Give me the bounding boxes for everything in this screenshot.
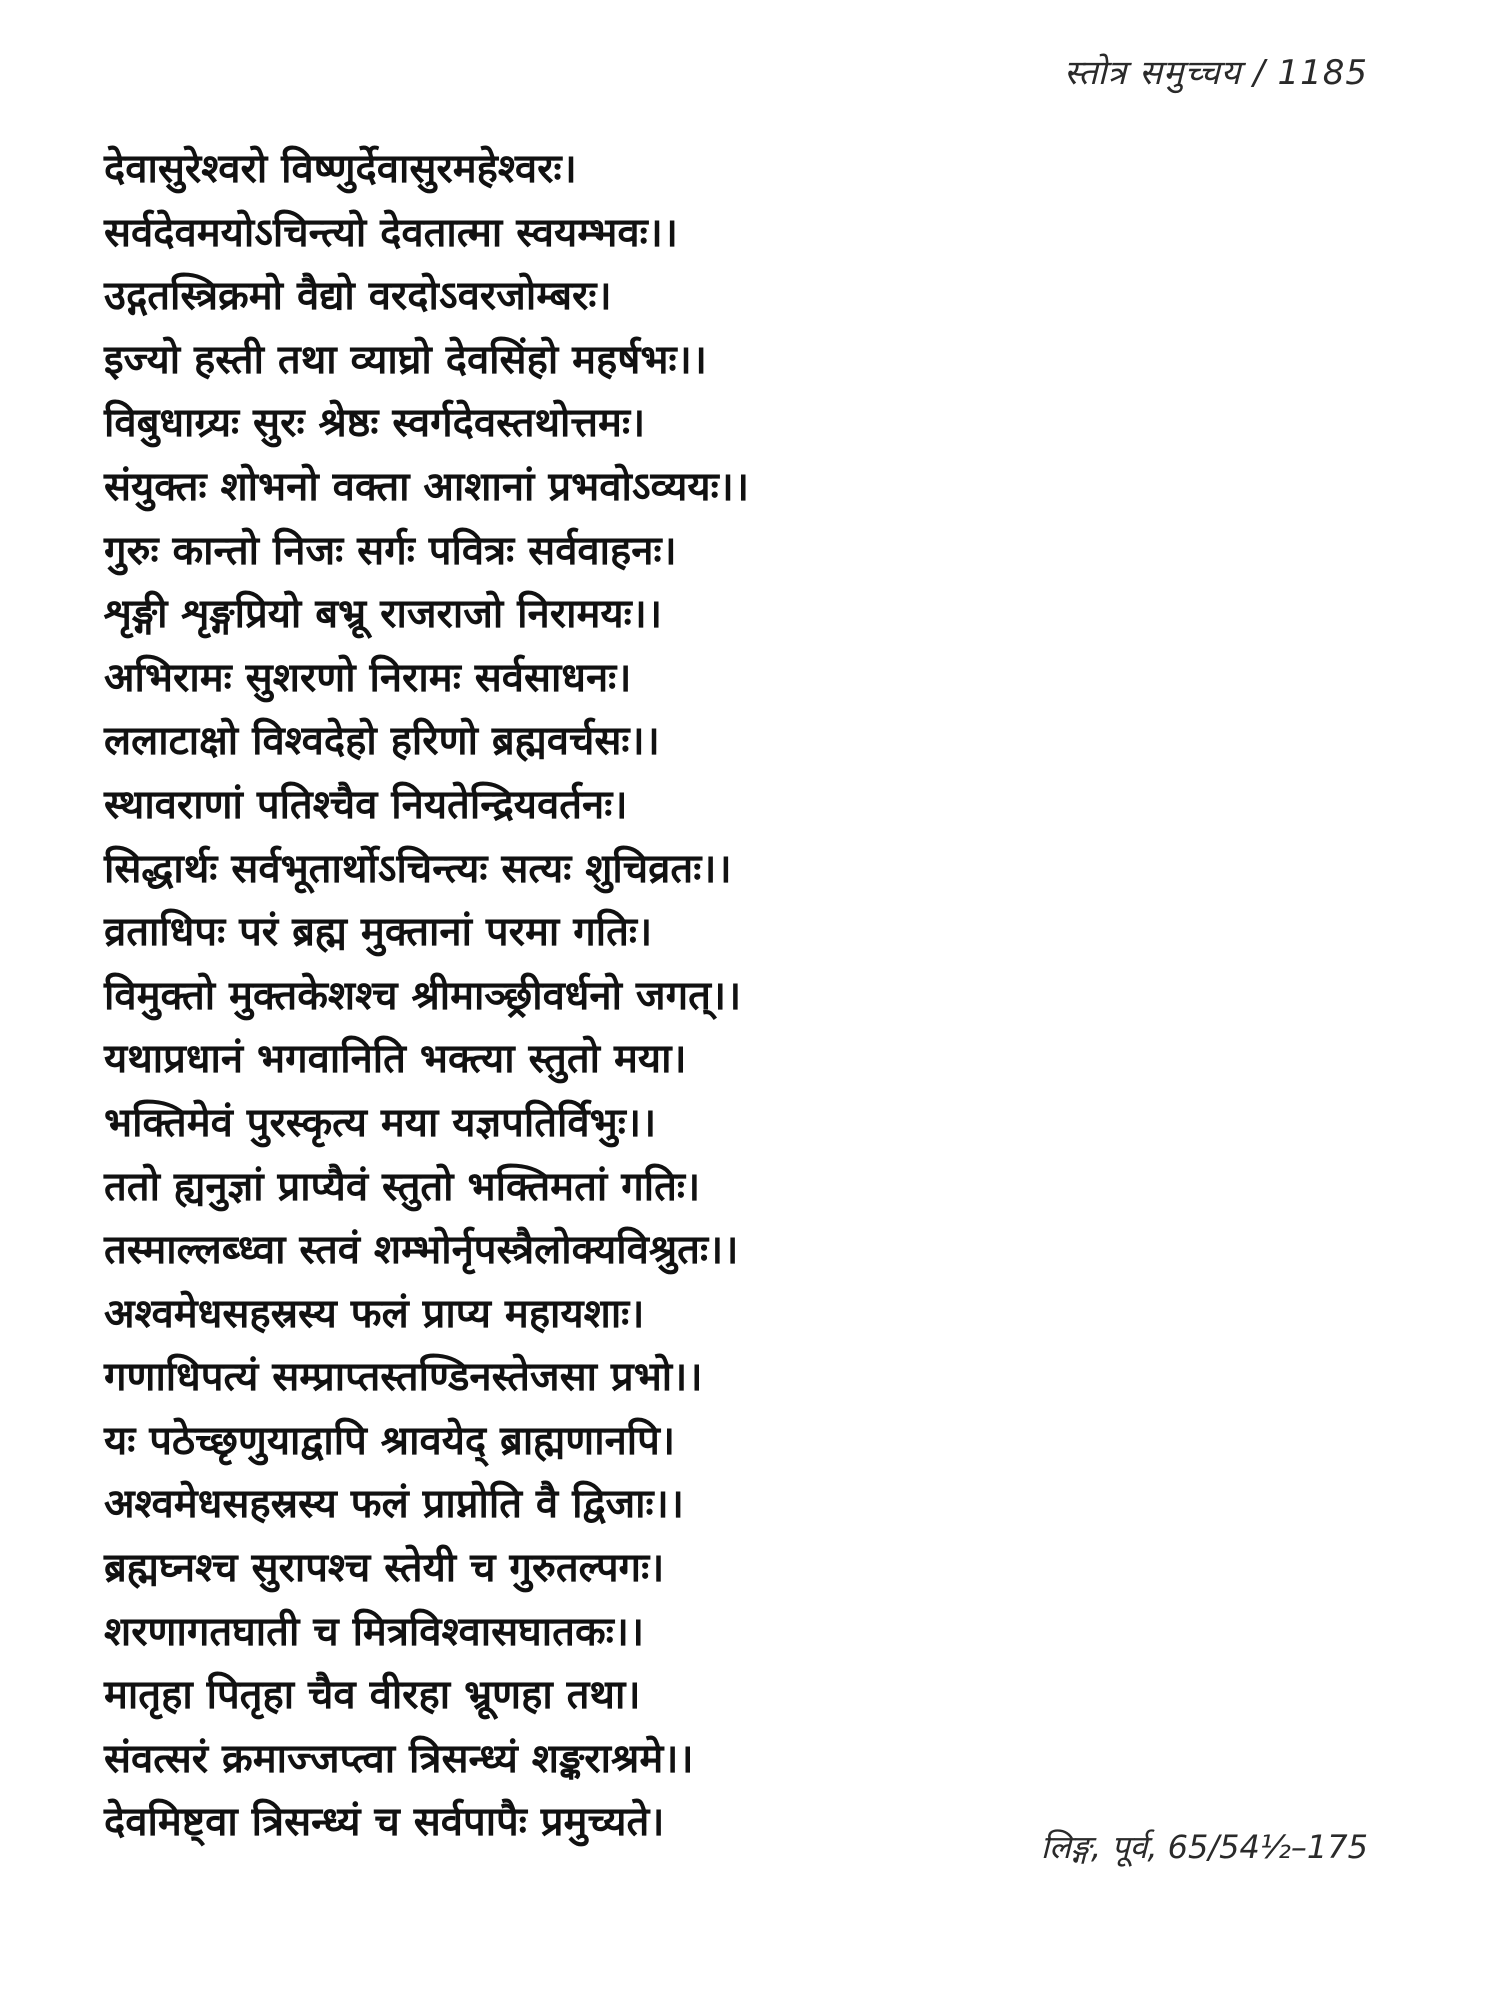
verse-line: सिद्धार्थः सर्वभूतार्थोऽचिन्त्यः सत्यः शुचिव्रतः।। xyxy=(104,845,732,892)
verse-line: गुरुः कान्तो निजः सर्गः पवित्रः सर्ववाहनः। xyxy=(104,527,677,574)
verse-line: अश्वमेधसहस्रस्य फलं प्राप्य महायशाः। xyxy=(104,1290,645,1337)
verse-line: यथाप्रधानं भगवानिति भक्त्या स्तुतो मया। xyxy=(104,1036,687,1083)
verse-line: सर्वदेवमयोऽचिन्त्यो देवतात्मा स्वयम्भवः।। xyxy=(104,209,678,256)
verse-line: तस्माल्लब्ध्वा स्तवं शम्भोर्नृपस्त्रैलोक्यविश्रुतः।। xyxy=(104,1227,739,1274)
verse-line: व्रताधिपः परं ब्रह्म मुक्तानां परमा गतिः। xyxy=(104,909,653,956)
verse-line: देवासुरेश्वरो विष्णुर्देवासुरमहेश्वरः। xyxy=(104,146,577,192)
verse-line: अश्वमेधसहस्रस्य फलं प्राप्नोति वै द्विजाः।। xyxy=(104,1481,684,1528)
verse-list xyxy=(104,138,1404,1855)
verse-line: संयुक्तः शोभनो वक्ता आशानां प्रभवोऽव्ययः।। xyxy=(104,463,749,510)
verse-line: देवमिष्ट्वा त्रिसन्ध्यं च सर्वपापैः प्रमुच्यते। xyxy=(104,1799,665,1846)
verse-line: विबुधाग्र्यः सुरः श्रेष्ठः स्वर्गदेवस्तथोत्तमः। xyxy=(104,400,646,447)
verse-line: ब्रह्मघ्नश्च सुरापश्च स्तेयी च गुरुतल्पगः। xyxy=(104,1545,665,1592)
verse-line: यः पठेच्छृणुयाद्वापि श्रावयेद् ब्राह्मणानपि। xyxy=(104,1417,676,1464)
verse-line: अभिरामः सुशरणो निरामः सर्वसाधनः। xyxy=(104,654,632,701)
verse-line: स्थावराणां पतिश्चैव नियतेन्द्रियवर्तनः। xyxy=(104,781,628,828)
verse-line: शरणागतघाती च मित्रविश्वासघातकः।। xyxy=(104,1608,645,1655)
source-citation: लिङ्ग, पूर्व, 65/54½–175 xyxy=(1040,1828,1368,1866)
verse-line: विमुक्तो मुक्तकेशश्च श्रीमाञ्छ्रीवर्धनो जगत्।। xyxy=(104,972,742,1019)
verse-line: ततो ह्यनुज्ञां प्राप्यैवं स्तुतो भक्तिमतां गतिः। xyxy=(104,1163,701,1210)
verse-line: मातृहा पितृहा चैव वीरहा भ्रूणहा तथा। xyxy=(104,1672,641,1719)
verse-line: भक्तिमेवं पुरस्कृत्य मया यज्ञपतिर्विभुः।। xyxy=(104,1099,657,1146)
verse-line: ललाटाक्षो विश्वदेहो हरिणो ब्रह्मवर्चसः।। xyxy=(104,718,660,765)
verse-line: गणाधिपत्यं सम्प्राप्तस्तण्डिनस्तेजसा प्रभो।। xyxy=(104,1354,703,1401)
running-header: स्तोत्र समुच्चय / 1185 xyxy=(1063,53,1368,93)
verse-line: संवत्सरं क्रमाज्जप्त्वा त्रिसन्ध्यं शङ्कराश्रमे।। xyxy=(104,1735,694,1782)
verse-line: शृङ्गी शृङ्गप्रियो बभ्रू राजराजो निरामयः।। xyxy=(104,591,662,638)
verse-line: उद्गतस्त्रिक्रमो वैद्यो वरदोऽवरजोम्बरः। xyxy=(104,273,612,320)
verse-line: इज्यो हस्ती तथा व्याघ्रो देवसिंहो महर्षभः।। xyxy=(104,336,707,383)
